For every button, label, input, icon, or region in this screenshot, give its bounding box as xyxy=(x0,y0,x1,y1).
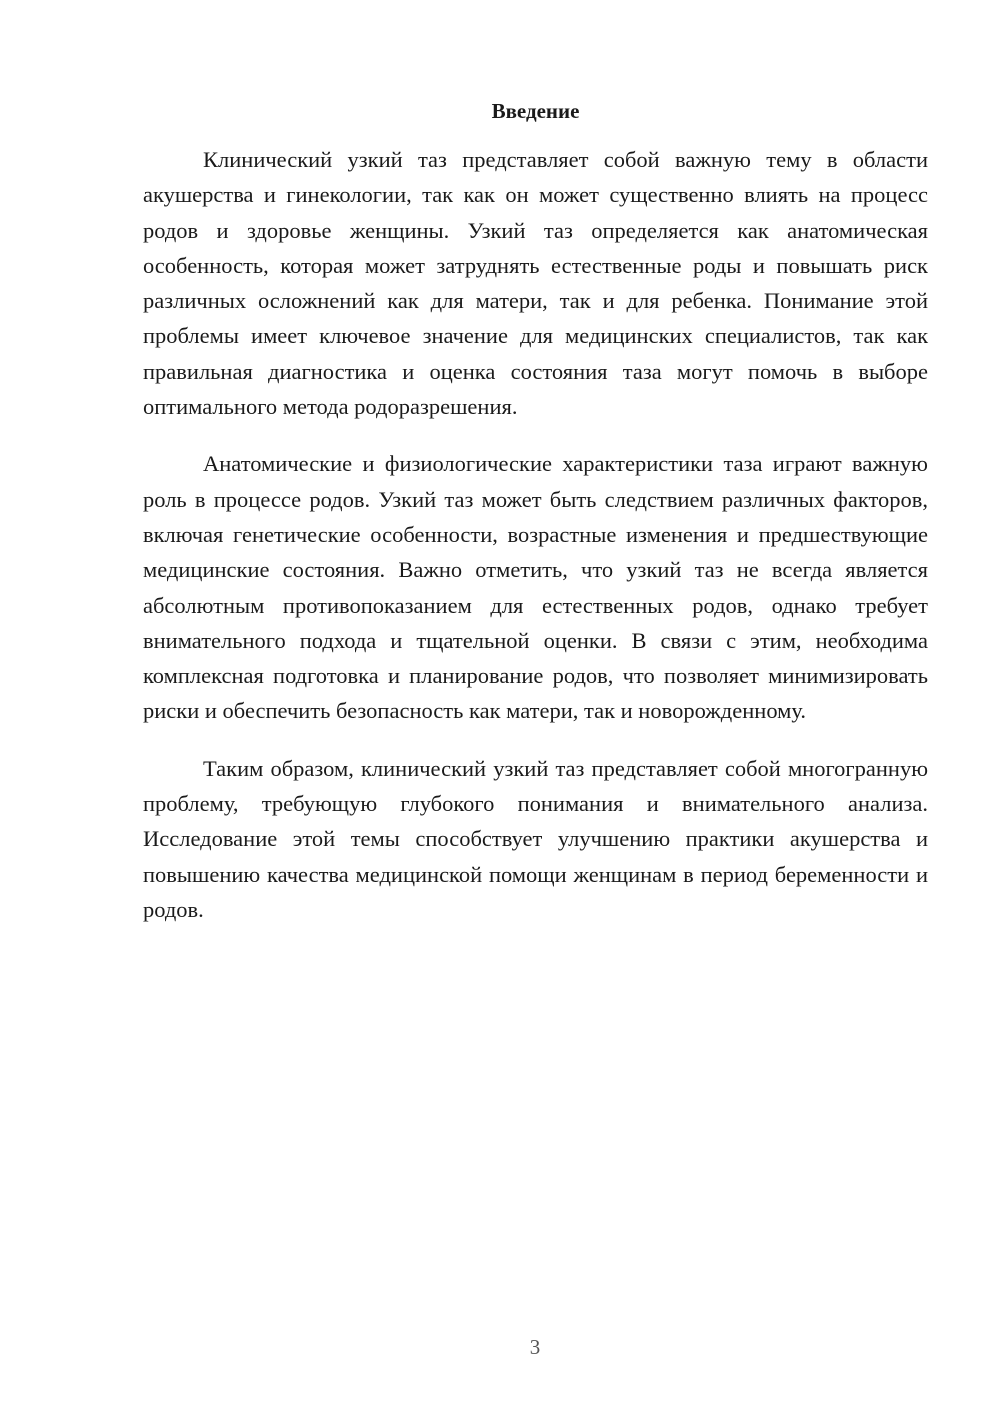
paragraph-3: Таким образом, клинический узкий таз представляет собой многогранную проблему, требующую глубокого понимания и внимательного анализа. Исследование этой темы способствует улучшению практики акушерства и повышению качества медицинской помощи женщинам в период беременности и родов. xyxy=(143,755,928,922)
body-text xyxy=(143,142,928,949)
paragraph-2: Анатомические и физиологические характеристики таза играют важную роль в процессе родов. Узкий таз может быть следствием различных факторов, включая генетические особенности, возрастные изменения и предшествующие медицинские состояния. Важно отметить, что узкий таз не всегда является абсолютным противопоказанием для естественных родов, однако требует внимательного подхода и тщательной оценки. В связи с этим, необходима комплексная подготовка и планирование родов, что позволяет минимизировать риски и обеспечить безопасность как матери, так и новорожденному. xyxy=(143,451,928,724)
paragraph-1: Клинический узкий таз представляет собой важную тему в области акушерства и гинекологии, так как он может существенно влиять на процесс родов и здоровье женщины. Узкий таз определяется как анатомическая особенность, которая может затруднять естественные роды и повышать риск различных осложнений как для матери, так и для ребенка. Понимание этой проблемы имеет ключевое значение для медицинских специалистов, так как правильная диагностика и оценка состояния таза могут помочь в выборе оптимального метода родоразрешения. xyxy=(143,147,928,420)
page-number: 3 xyxy=(529,1335,541,1359)
section-heading: Введение xyxy=(491,99,580,123)
